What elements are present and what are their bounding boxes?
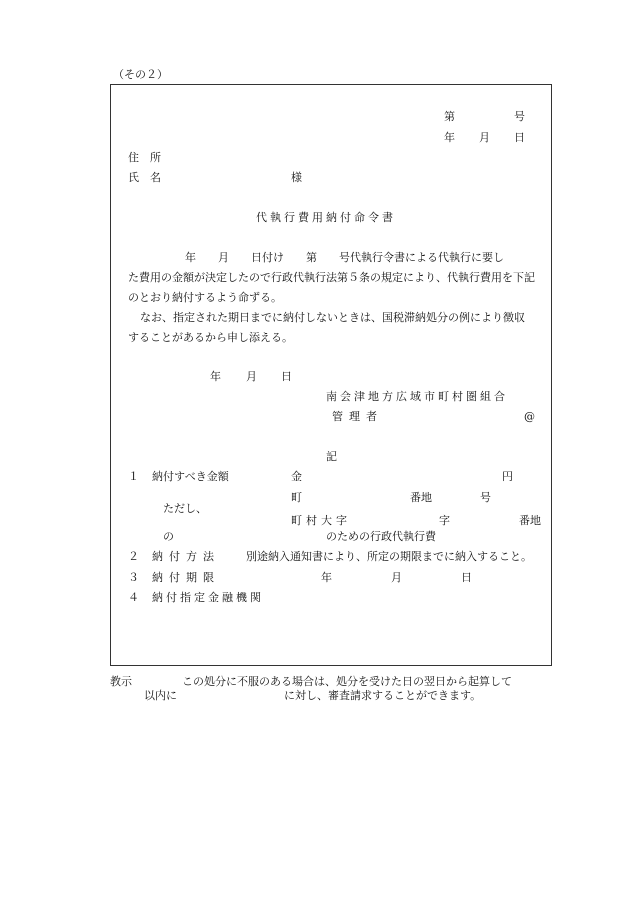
item2-text: 別途納入通知書により、所定の期限までに納入すること。 (246, 550, 532, 563)
issue-year: 年 (210, 370, 221, 383)
body-p2-line2: することがあるから申し添える。 (128, 331, 293, 344)
aza-label: 字 (439, 514, 450, 527)
tame-label: のための行政代執行費 (326, 530, 436, 543)
sama-label: 様 (291, 171, 302, 184)
item2-number: ２ (128, 550, 139, 563)
item2-label: 納付方法 (152, 550, 220, 563)
banchi2-label: 番地 (519, 514, 541, 527)
issue-day: 日 (281, 370, 292, 383)
issue-month: 月 (246, 370, 257, 383)
item3-number: ３ (128, 571, 139, 584)
kyoji-line2b: に対し、審査請求することができます。 (284, 689, 482, 702)
machi-label: 町 (291, 491, 302, 504)
sono2-label: （その２） (113, 68, 168, 81)
item4-number: ４ (128, 591, 139, 604)
item1-yen: 円 (502, 470, 513, 483)
seal-mark: @ (524, 410, 535, 423)
item1-label: 納付すべき金額 (152, 470, 229, 483)
no-label: の (163, 530, 174, 543)
kyoji-line1: この処分に不服のある場合は、処分を受けた日の翌日から起算して (182, 675, 512, 688)
go-label: 号 (480, 491, 491, 504)
body-p1-line1: 年 月 日付け 第 号代執行令書による代執行に要し (185, 251, 504, 264)
tadashi-label: ただし、 (163, 502, 207, 515)
address-label: 住 所 (128, 151, 161, 164)
item1-kin: 金 (291, 470, 302, 483)
document-title: 代執行費用納付命令書 (256, 211, 396, 224)
body-p2-line1: なお、指定された期日までに納付しないときは、国税滞納処分の例により徴収 (140, 311, 525, 324)
ki-label: 記 (326, 450, 337, 463)
date-year: 年 (444, 131, 455, 144)
name-label: 氏 名 (128, 171, 161, 184)
item4-label: 納付指定金融機関 (152, 591, 264, 604)
kyoji-line2a: 以内に (144, 689, 177, 702)
doc-number-dai: 第 (444, 110, 455, 123)
machimura-oaza-label: 町村大字 (291, 514, 351, 527)
body-p1-line2: た費用の金額が決定したので行政代執行法第５条の規定により、代執行費用を下記 (128, 271, 535, 284)
item3-month: 月 (391, 571, 402, 584)
body-p1-line3: のとおり納付するよう命ずる。 (128, 291, 282, 304)
doc-number-go: 号 (514, 110, 525, 123)
banchi-label: 番地 (410, 491, 432, 504)
issuer-org: 南会津地方広域市町村圏組合 (326, 390, 508, 403)
kyoji-label: 教示 (110, 675, 132, 688)
item1-number: １ (128, 470, 139, 483)
date-month: 月 (479, 131, 490, 144)
date-day: 日 (514, 131, 525, 144)
item3-year: 年 (321, 571, 332, 584)
item3-label: 納付期限 (152, 571, 220, 584)
issuer-role: 管理者 (332, 410, 383, 423)
item3-day: 日 (461, 571, 472, 584)
